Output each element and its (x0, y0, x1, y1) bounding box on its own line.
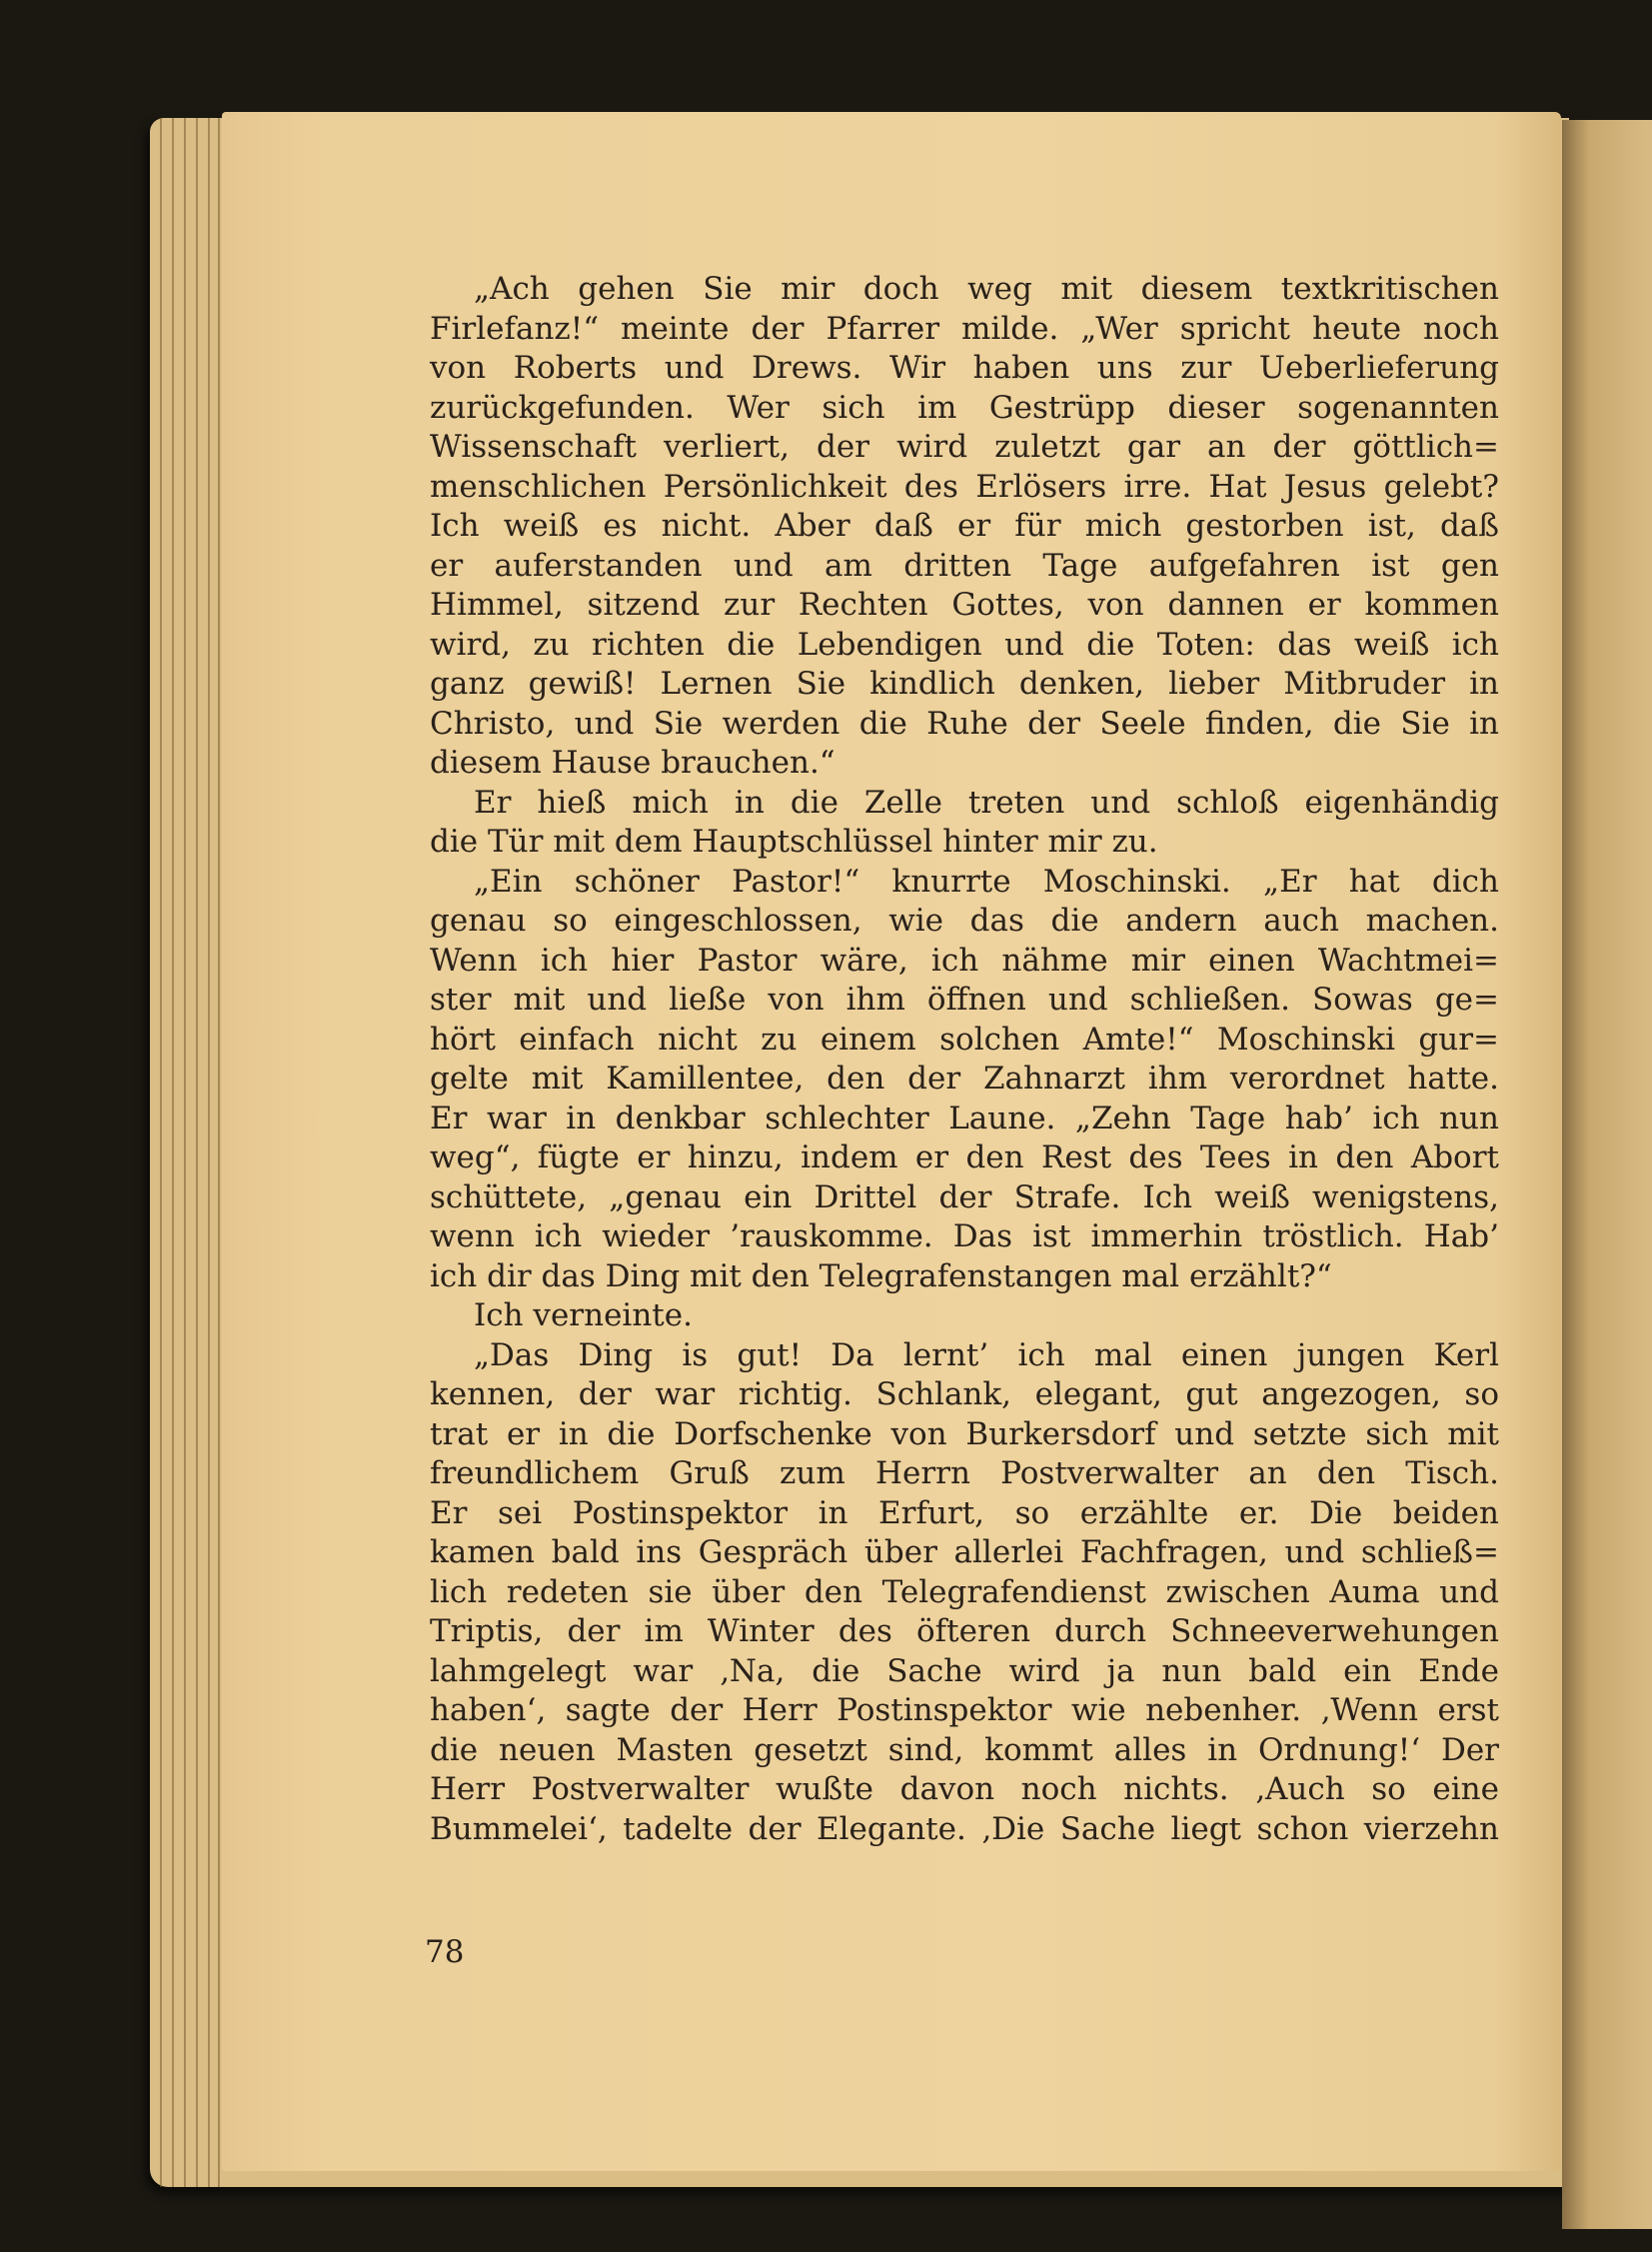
text-line: Er sei Postinspektor in Erfurt, so erzählte er. Die beiden (430, 1494, 1499, 1531)
text-line: ster mit und ließe von ihm öffnen und schließen. Sowas ge= (430, 982, 1499, 1018)
text-line: Er hieß mich in die Zelle treten und schloß eigenhändig (474, 784, 1499, 821)
text-line: zurückgefunden. Wer sich im Gestrüpp dieser sogenannten (430, 389, 1499, 426)
text-line: wenn ich wieder ’rauskomme. Das ist immerhin tröstlich. Hab’ (430, 1218, 1499, 1254)
page-edge (160, 118, 162, 2187)
text-line: freundlichem Gruß zum Herrn Postverwalter an den Tisch. (430, 1455, 1499, 1491)
page-edge (218, 118, 220, 2187)
text-line: Ich verneinte. (474, 1297, 693, 1333)
text-line: schüttete, „genau ein Drittel der Strafe. Ich weiß wenigstens, (430, 1178, 1499, 1215)
page-edge (208, 118, 210, 2187)
text-line: Firlefanz!“ meinte der Pfarrer milde. „Wer spricht heute noch (430, 310, 1499, 347)
text-line: haben‘, sagte der Herr Postinspektor wie nebenher. ‚Wenn erst (430, 1692, 1499, 1728)
body-text (430, 270, 1499, 1849)
text-line: Bummelei‘, tadelte der Elegante. ‚Die Sache liegt schon vierzehn (430, 1810, 1499, 1847)
text-line: genau so eingeschlossen, wie das die andern auch machen. (430, 903, 1499, 939)
text-line: Ich weiß es nicht. Aber daß er für mich gestorben ist, daß (430, 508, 1499, 544)
text-line: Triptis, der im Winter des öfteren durch Schneeverwehungen (430, 1613, 1499, 1649)
text-line: er auferstanden und am dritten Tage aufgefahren ist gen (430, 547, 1499, 584)
text-line: lich redeten sie über den Telegrafendienst zwischen Auma und (430, 1573, 1499, 1610)
page-edge (196, 118, 198, 2187)
text-line: Christo, und Sie werden die Ruhe der Seele finden, die Sie in (430, 705, 1499, 742)
text-line: weg“, fügte er hinzu, indem er den Rest des Tees in den Abort (430, 1139, 1499, 1175)
facing-page-edge (1562, 120, 1652, 2229)
page-number: 78 (425, 1934, 465, 1970)
text-line: trat er in die Dorfschenke von Burkersdorf und setzte sich mit (430, 1415, 1499, 1452)
text-line: kamen bald ins Gespräch über allerlei Fachfragen, und schließ= (430, 1534, 1499, 1570)
text-line: „Ein schöner Pastor!“ knurrte Moschinski. „Er hat dich (474, 863, 1499, 900)
text-line: ganz gewiß! Lernen Sie kindlich denken, lieber Mitbruder in (430, 666, 1499, 702)
text-line: „Ach gehen Sie mir doch weg mit diesem textkritischen (474, 271, 1499, 307)
text-line: die Tür mit dem Hauptschlüssel hinter mir zu. (430, 824, 1158, 860)
text-line: diesem Hause brauchen.“ (430, 745, 835, 781)
text-line: menschlichen Persönlichkeit des Erlösers irre. Hat Jesus gelebt? (430, 468, 1499, 505)
text-line: hört einfach nicht zu einem solchen Amte!“ Moschinski gur= (430, 1021, 1499, 1058)
text-line: Wenn ich hier Pastor wäre, ich nähme mir einen Wachtmei= (430, 942, 1499, 979)
page-edge (172, 118, 174, 2187)
text-line: lahmgelegt war ‚Na, die Sache wird ja nun bald ein Ende (430, 1652, 1499, 1689)
text-line: gelte mit Kamillentee, den der Zahnarzt ihm verordnet hatte. (430, 1061, 1499, 1097)
text-line: Wissenschaft verliert, der wird zuletzt gar an der göttlich= (430, 429, 1499, 465)
page-edge (184, 118, 186, 2187)
text-line: die neuen Masten gesetzt sind, kommt alles in Ordnung!‘ Der (430, 1731, 1499, 1768)
text-line: Himmel, sitzend zur Rechten Gottes, von dannen er kommen (430, 587, 1499, 623)
text-line: Er war in denkbar schlechter Laune. „Zehn Tage hab’ ich nun (430, 1100, 1499, 1136)
text-line: „Das Ding is gut! Da lernt’ ich mal einen jungen Kerl (474, 1336, 1499, 1373)
text-line: wird, zu richten die Lebendigen und die Toten: das weiß ich (430, 626, 1499, 663)
text-line: von Roberts und Drews. Wir haben uns zur Ueberlieferung (430, 350, 1499, 386)
text-line: ich dir das Ding mit den Telegrafenstangen mal erzählt?“ (430, 1257, 1332, 1294)
text-line: kennen, der war richtig. Schlank, elegant, gut angezogen, so (430, 1376, 1499, 1412)
text-line: Herr Postverwalter wußte davon noch nichts. ‚Auch so eine (430, 1771, 1499, 1807)
